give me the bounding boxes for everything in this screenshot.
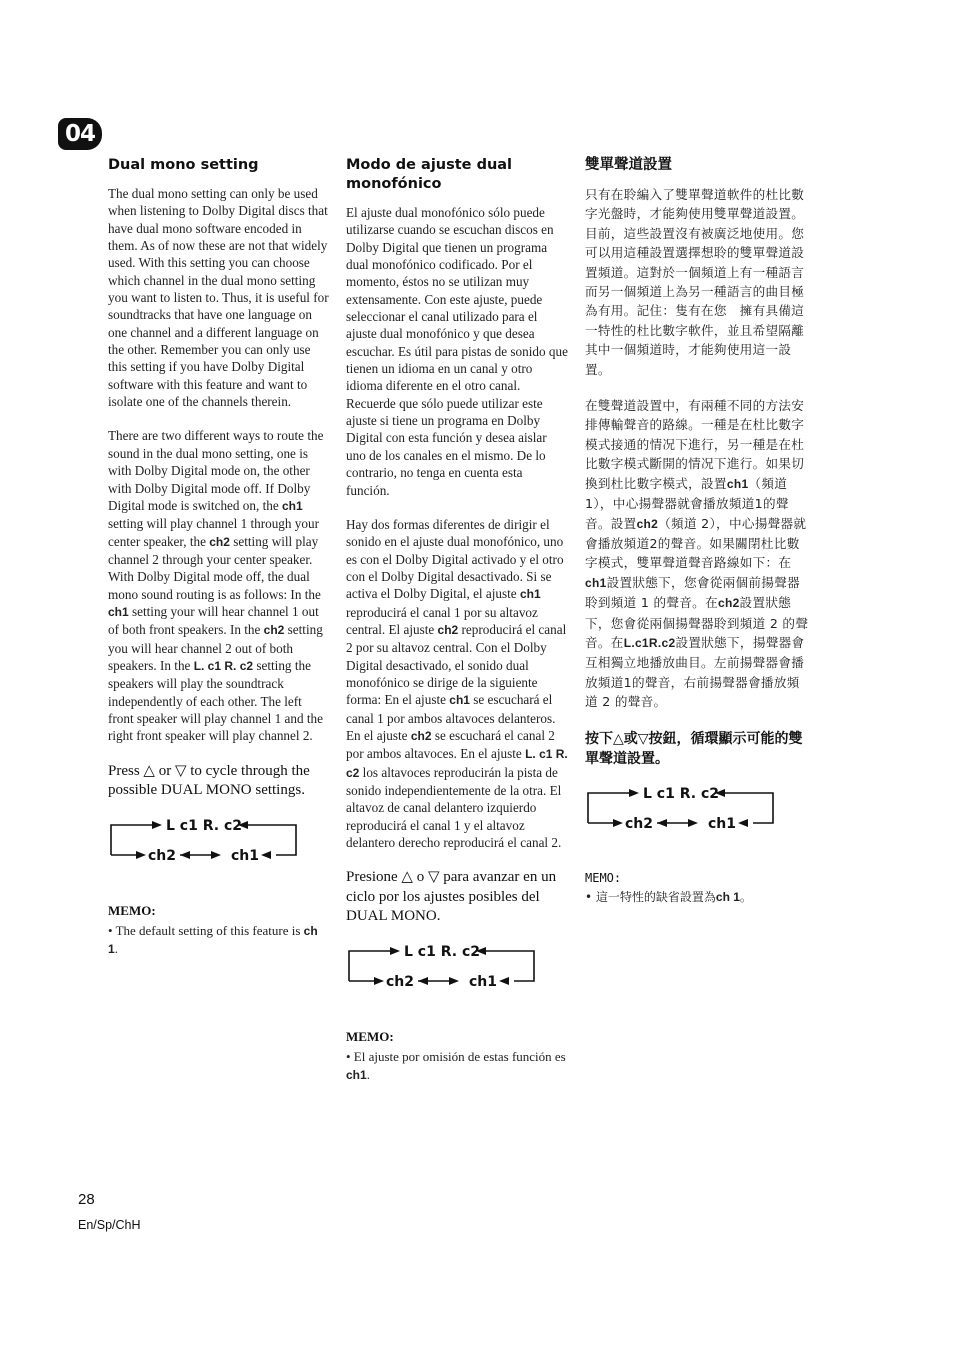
page-number: 28 — [78, 1191, 95, 1208]
spanish-cycle-diagram — [346, 943, 536, 989]
diagram-label-ch1: ch1 — [231, 847, 260, 863]
english-paragraph-1: The dual mono setting can only be used when listening to Dolby Digital discs that have dual mono software encoded in them. As of now these are not that widely used. With this setting you can choose which channel in the dual mono setting you want to listen to. Thus, it is useful for soundtracks that have one language on one channel and a different language on the other. Remember you can only use this setting if you have Dolby Digital software with this feature and want to isolate one of the channels therein. — [108, 186, 329, 410]
diagram-label-ch1: ch1 — [708, 815, 737, 831]
diagram-label-lc1rc2: L c1 R. c2 — [643, 785, 719, 802]
diagram-label-ch2: ch2 — [386, 973, 415, 989]
chinese-press-instruction: 按下△或▽按鈕，循環顯示可能的雙單聲道設置。 — [585, 730, 803, 767]
language-codes: En/Sp/ChH — [78, 1218, 141, 1232]
spanish-heading: Modo de ajuste dual monofónico — [346, 157, 513, 192]
chinese-memo-text: • 這一特性的缺省設置為ch 1。 — [585, 889, 752, 904]
english-memo-title: MEMO: — [108, 902, 156, 918]
spanish-memo-title: MEMO: — [346, 1028, 394, 1044]
chinese-memo-title: MEMO: — [585, 870, 622, 885]
english-cycle-diagram — [108, 817, 298, 863]
chinese-paragraph-2: 在雙聲道設置中，有兩種不同的方法安排傳輸聲音的路線。一種是在杜比數字模式接通的情况下進行，另一種是在杜比數字模式斷開的情况下進行。如果切換到杜比數字模式，設置ch1（頻道 1），中心揚聲器就會播放頻道1的聲音。設置ch2（頻道 2），中心揚聲器就會播放頻道2的聲音。如果關閉杜比數字模式，雙單聲道聲音路線如下：在ch1設置狀態下，您會從兩個前揚聲器聆到頻道 1 的聲音。在ch2設置狀態下，您會從兩個揚聲器聆到頻道 2 的聲音。在L.c1R.c2設置狀態下，揚聲器會互相獨立地播放曲目。左前揚聲器會播放頻道1的聲音，右前揚聲器會播放頻道 2 的聲音。 — [585, 398, 809, 710]
diagram-label-ch1: ch1 — [469, 973, 498, 989]
diagram-label-ch2: ch2 — [148, 847, 177, 863]
spanish-press-instruction: Presione △ o ▽ para avanzar en un ciclo por los ajustes posibles del DUAL MONO. — [346, 869, 557, 925]
spanish-paragraph-1: El ajuste dual monofónico sólo puede utilizarse cuando se escuchan discos en Dolby Digital que tienen un programa dual monofónico codificado. Por el momento, éstos no se utilizan muy extensamente. Con este ajuste, puede seleccionar el canal utilizado para el ajuste dual monofónico y que desea escuchar. Es útil para pistas de sonido que tienen un idioma en un canal y otro idioma diferente en el otro canal. Recuerde que sólo puede utilizar este ajuste si tiene un programa en Dolby Digital con esta función y desea aislar uno de los canales en el mismo. De lo contrario, no tenga en cuenta esta función. — [346, 205, 568, 498]
diagram-label-ch2: ch2 — [625, 815, 654, 831]
english-memo-text: • The default setting of this feature is ch 1. — [108, 922, 318, 956]
english-paragraph-2: There are two different ways to route the sound in the dual mono setting, one is with Dolby Digital mode on, the other with Dolby Digital mode off. If Dolby Digital mode is switched on, the ch1 setting will play channel 1 through your center speaker, the ch2 setting will play channel 2 through your center speaker. With Dolby Digital mode off, the dual mono sound routing is as follows: In the ch1 setting your will hear channel 1 out of both front speakers. In the ch2 setting you will hear channel 2 out of both speakers. In the L. c1 R. c2 setting the speakers will play the soundtrack independently of each other. The left front speaker will play channel 1 and the right front speaker will play channel 2. — [108, 428, 324, 744]
spanish-paragraph-2: Hay dos formas diferentes de dirigir el sonido en el ajuste dual monofónico, uno es con el Dolby Digital activado y el otro con el Dolby Digital desactivado. Si se activa el Dolby Digital, el ajuste ch1 reproducirá el canal 1 por su altavoz central. El ajuste ch2 reproducirá el canal 2 por su altavoz central. Con el Dolby Digital desactivado, el sonido dual monofónico se dirige de la siguiente forma: En el ajuste ch1 se escuchará el canal 1 por ambos altavoces delanteros. En el ajuste ch2 se escuchará el canal 2 por ambos altavoces. En el ajuste L. c1 R. c2 los altavoces reproducirán la pista de sonido independientemente de la otra. El altavoz de canal delantero izquierdo reproducirá el canal 1 y el altavoz delantero derecho reproducirá el canal 2. — [346, 516, 568, 851]
chapter-badge: 04 — [58, 118, 102, 150]
spanish-memo-text: • El ajuste por omisión de estas función es ch1. — [346, 1048, 566, 1082]
english-press-instruction: Press △ or ▽ to cycle through the possible DUAL MONO settings. — [108, 762, 310, 799]
diagram-label-lc1rc2: L c1 R. c2 — [404, 943, 480, 960]
chinese-paragraph-1: 只有在聆編入了雙單聲道軟件的杜比數字光盤時，才能夠使用雙單聲道設置。目前，這些設置沒有被廣泛地使用。您可以用這種設置選擇想聆的雙單聲道設置頻道。這對於一個頻道上有一種語言而另一個頻道上為另一種語言的曲目極為有用。記住：隻有在您 擁有具備這一特性的杜比數字軟件，並且希望隔離其中一個頻道時，才能夠使用這一設置。 — [585, 187, 805, 377]
chinese-cycle-diagram — [585, 785, 775, 831]
chinese-heading: 雙單聲道設置 — [585, 157, 672, 173]
spanish-column — [346, 156, 568, 1084]
english-column — [108, 156, 330, 958]
english-heading: Dual mono setting — [108, 157, 259, 173]
chinese-column — [585, 156, 810, 906]
diagram-label-lc1rc2: L c1 R. c2 — [166, 817, 242, 834]
